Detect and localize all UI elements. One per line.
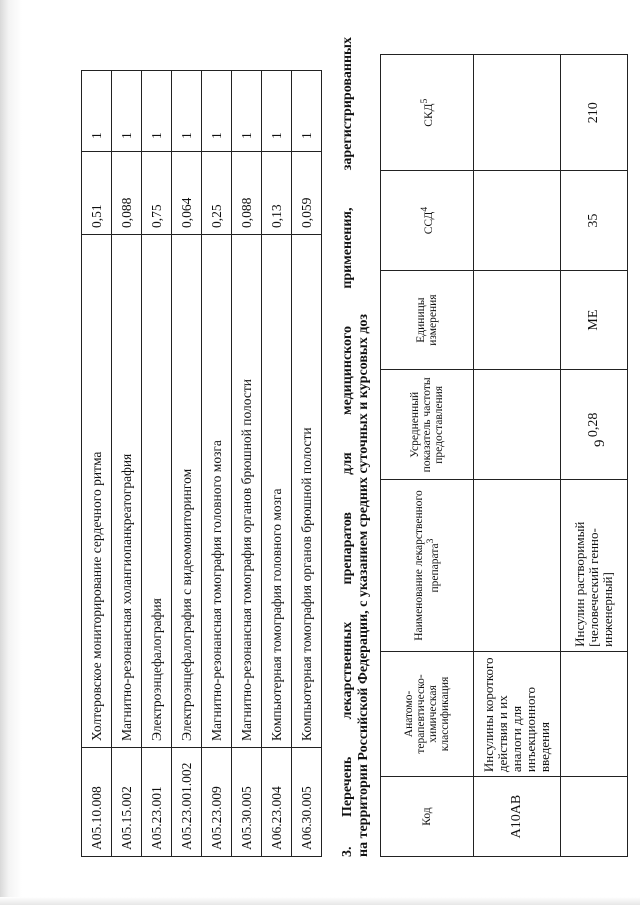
drug-empty-atc	[561, 651, 628, 776]
procedure-row	[202, 71, 232, 857]
procedure-code: A06.23.004	[262, 748, 292, 857]
header-drug-name-footnote: 3	[425, 538, 437, 544]
section-heading-lead	[340, 757, 356, 857]
section-heading	[340, 37, 372, 857]
header-unit: Единицы измерения	[381, 270, 474, 370]
header-drug-name	[381, 480, 474, 652]
procedure-frequency: 0,088	[112, 152, 142, 235]
drug-frequency: 0,28	[561, 370, 628, 480]
procedure-row	[232, 71, 262, 857]
procedure-multiplicity: 1	[142, 71, 172, 152]
drug-name: Инсулин растворимый [человеческий генно-инженерный]	[561, 480, 628, 652]
procedure-frequency: 0,059	[292, 152, 322, 235]
section-word-6: зарегистрированных	[340, 37, 355, 171]
procedure-multiplicity: 1	[202, 71, 232, 152]
procedure-name: Магнитно-резонансная томография головного мозга	[202, 235, 232, 748]
header-ssd-footnote: 4	[419, 206, 431, 212]
drugs-table	[380, 54, 628, 857]
group-empty-ssd	[474, 171, 561, 270]
procedure-row	[172, 71, 202, 857]
group-empty-name	[474, 480, 561, 652]
procedure-frequency: 0,13	[262, 152, 292, 235]
procedure-code: A05.10.008	[82, 748, 112, 857]
procedure-multiplicity: 1	[112, 71, 142, 152]
section-word-3: для	[340, 452, 355, 475]
procedure-code: A05.23.001	[142, 748, 172, 857]
drug-ssd: 35	[561, 171, 628, 270]
section-word-1: лекарственных	[340, 621, 355, 720]
header-frequency: Усредненный показатель частоты предоставления	[381, 370, 474, 480]
section-number: 3.	[340, 846, 355, 857]
drug-skd: 210	[561, 55, 628, 171]
drugs-table-group-row	[474, 55, 561, 857]
procedure-multiplicity: 1	[82, 71, 112, 152]
header-atc: Анатомо-терапевтическо-химическая классификация	[381, 651, 474, 776]
procedure-code: A05.23.001.002	[172, 748, 202, 857]
procedure-code: A06.30.005	[292, 748, 322, 857]
header-skd-text: СКД	[422, 103, 435, 127]
procedure-multiplicity: 1	[232, 71, 262, 152]
procedure-row	[142, 71, 172, 857]
procedure-multiplicity: 1	[172, 71, 202, 152]
procedure-name: Компьютерная томография органов брюшной полости	[292, 235, 322, 748]
section-word-2: препаратов	[340, 512, 355, 585]
group-empty-unit	[474, 270, 561, 370]
procedure-frequency: 0,75	[142, 152, 172, 235]
group-atc: Инсулины короткого действия и их аналоги для инъекционного введения	[474, 651, 561, 776]
page-number: 9	[592, 439, 608, 447]
procedure-code: A05.15.002	[112, 748, 142, 857]
section-heading-line2: на территории Российской Федерации, с указанием средних суточных и курсовых доз	[356, 313, 371, 857]
section-word-5: применения,	[340, 207, 355, 289]
procedure-name: Электроэнцефалография	[142, 235, 172, 748]
procedure-code: A05.23.009	[202, 748, 232, 857]
procedure-name: Компьютерная томография головного мозга	[262, 235, 292, 748]
procedure-name: Магнитно-резонансная томография органов брюшной полости	[232, 235, 262, 748]
section-heading-line1	[340, 37, 356, 857]
procedure-frequency: 0,064	[172, 152, 202, 235]
drugs-table-header-row	[381, 55, 474, 857]
drug-unit: МЕ	[561, 270, 628, 370]
procedure-frequency: 0,25	[202, 152, 232, 235]
header-drug-name-text: Наименование лекарственного препарата	[413, 490, 441, 641]
procedure-frequency: 0,51	[82, 152, 112, 235]
procedure-multiplicity: 1	[262, 71, 292, 152]
section-word-0: Перечень	[340, 756, 355, 817]
header-skd-footnote: 5	[419, 98, 431, 104]
procedure-name: Магнитно-резонансная холангиопанкреатография	[112, 235, 142, 748]
procedure-row	[262, 71, 292, 857]
header-ssd-text: ССД	[422, 211, 435, 235]
header-code: Код	[381, 777, 474, 857]
procedures-table	[81, 70, 322, 857]
procedure-row	[82, 71, 112, 857]
group-empty-freq	[474, 370, 561, 480]
header-ssd	[381, 171, 474, 270]
drugs-table-drug-row	[561, 55, 628, 857]
section-word-4: медицинского	[340, 325, 355, 415]
group-code: A10AB	[474, 777, 561, 857]
procedure-row	[292, 71, 322, 857]
procedure-frequency: 0,088	[232, 152, 262, 235]
procedure-multiplicity: 1	[292, 71, 322, 152]
group-empty-skd	[474, 55, 561, 171]
procedure-name: Электроэнцефалография с видеомониторингом	[172, 235, 202, 748]
drug-empty-code	[561, 777, 628, 857]
procedure-row	[112, 71, 142, 857]
header-skd	[381, 55, 474, 171]
procedure-name: Холтеровское мониторирование сердечного ритма	[82, 235, 112, 748]
procedure-code: A05.30.005	[232, 748, 262, 857]
